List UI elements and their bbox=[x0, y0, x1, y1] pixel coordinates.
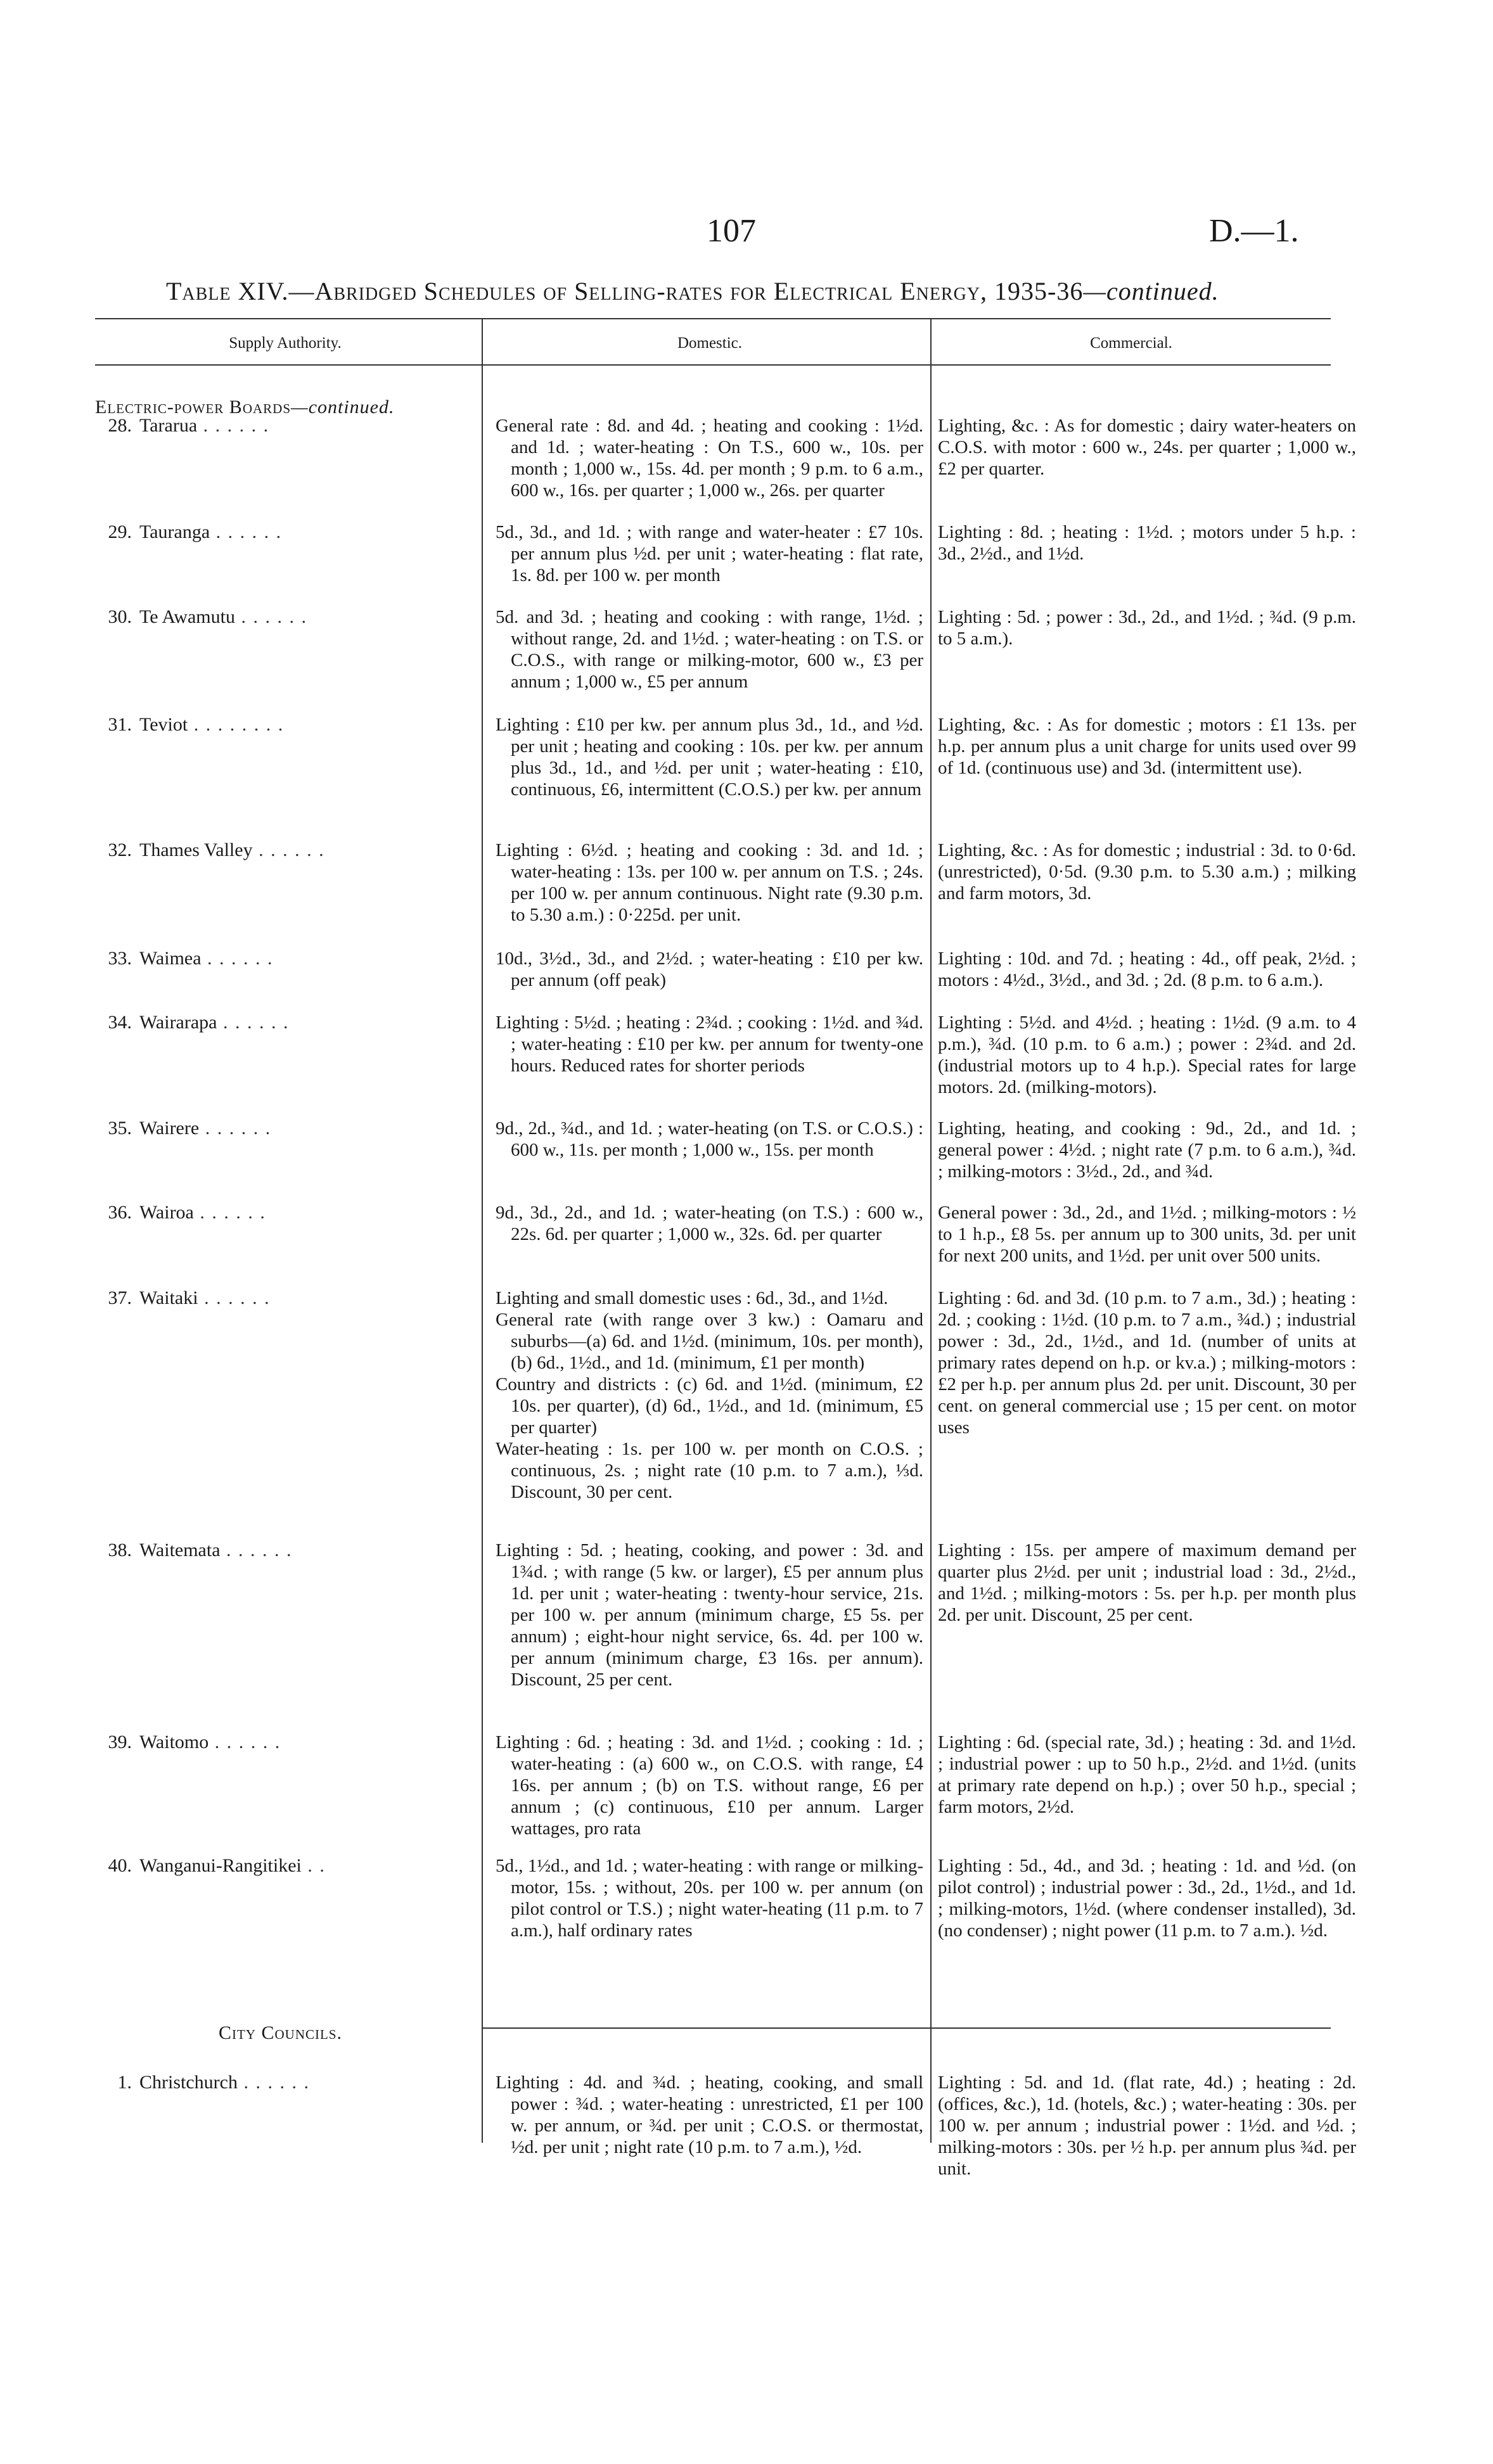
leader-dots: . . . . . . bbox=[237, 2072, 310, 2093]
domestic-rate-paragraph: Lighting : 5d. ; heating, cooking, and power : 3d. and 1¾d. ; with range (5 kw. or larger), £5 per annum plus 1d. per unit ; water-heating : twenty-hour service, 21s. per 100 w. per annum (minimum charge, £5 5s. per annum) ; eight-hour night service, 6s. 4d. per 100 w. per annum (minimum charge, £3 16s. per annum). Discount, 25 per cent. bbox=[496, 1540, 923, 1690]
row-number: 31. bbox=[108, 714, 132, 735]
page-number: 107 bbox=[707, 213, 756, 249]
domestic-rate-paragraph: 5d., 3d., and 1d. ; with range and water-heater : £7 10s. per annum plus ½d. per unit ; water-heating : flat rate, 1s. 8d. per 100 w. per month bbox=[496, 522, 923, 585]
domestic-rates bbox=[496, 2072, 923, 2158]
supply-authority bbox=[95, 839, 469, 861]
supply-authority bbox=[95, 521, 469, 543]
authority-name: Wairere bbox=[139, 1118, 200, 1139]
domestic-rate-paragraph: Lighting : 4d. and ¾d. ; heating, cooking, and small power : ¾d. ; water-heating : unrestricted, £1 per 100 w. per annum, or ¾d. per unit ; C.O.S. or thermostat, ½d. per unit ; night rate (10 p.m. to 7 a.m.), ½d. bbox=[496, 2072, 923, 2157]
document-code: D.—1. bbox=[1209, 213, 1299, 249]
authority-name: Thames Valley bbox=[139, 839, 253, 860]
row-number: 39. bbox=[108, 1732, 132, 1752]
row-number: 36. bbox=[108, 1202, 132, 1223]
domestic-rates bbox=[496, 1012, 923, 1076]
leader-dots: . . . . . . bbox=[217, 1012, 290, 1033]
domestic-rate-paragraph: Lighting : 5½d. ; heating : 2¾d. ; cooking : 1½d. and ¾d. ; water-heating : £10 per kw. per annum for twenty-one hours. Reduced rates for shorter periods bbox=[496, 1012, 923, 1076]
commercial-rates: Lighting : 6d. (special rate, 3d.) ; heating : 3d. and 1½d. ; industrial power : up to 50 h.p., 2½d. and 1½d. (units at primary rate depend on h.p.) ; over 50 h.p., special ; farm motors, 2½d. bbox=[938, 1732, 1356, 1817]
row-number: 32. bbox=[108, 839, 132, 860]
authority-name: Tauranga bbox=[139, 521, 210, 542]
domestic-rates bbox=[496, 1202, 923, 1245]
commercial-rates: Lighting : 8d. ; heating : 1½d. ; motors under 5 h.p. : 3d., 2½d., and 1½d. bbox=[938, 522, 1356, 564]
domestic-rate-paragraph: Water-heating : 1s. per 100 w. per month on C.O.S. ; continuous, 2s. ; night rate (10 p.m. to 7 a.m.), ⅓d. Discount, 30 per cent. bbox=[496, 1439, 923, 1502]
commercial-rates: Lighting : 5d. ; power : 3d., 2d., and 1½d. ; ¾d. (9 p.m. to 5 a.m.). bbox=[938, 607, 1356, 649]
header-bottom-rule bbox=[95, 364, 1331, 366]
supply-authority bbox=[95, 1202, 469, 1223]
domestic-rates bbox=[496, 839, 923, 926]
leader-dots: . . . . . . bbox=[220, 1540, 293, 1561]
domestic-rate-paragraph: 10d., 3½d., 3d., and 2½d. ; water-heating : £10 per kw. per annum (off peak) bbox=[496, 948, 923, 990]
domestic-rates bbox=[496, 606, 923, 693]
row-number: 28. bbox=[108, 415, 132, 436]
supply-authority bbox=[95, 1855, 469, 1877]
domestic-rate-paragraph: 9d., 3d., 2d., and 1d. ; water-heating (on T.S.) : 600 w., 22s. 6d. per quarter ; 1,000 w., 32s. 6d. per quarter bbox=[496, 1203, 923, 1244]
supply-authority bbox=[95, 606, 469, 628]
row-number: 30. bbox=[108, 606, 132, 627]
group-heading-city-councils: City Councils. bbox=[219, 2022, 343, 2043]
commercial-rates: Lighting : 6d. and 3d. (10 p.m. to 7 a.m., 3d.) ; heating : 2d. ; cooking : 1½d. (10 p.m. to 7 a.m., ¾d.) ; industrial power : 3d., 2d., 1½d., and 1d. (number of units at primary rates depend on h.p. or kv.a.) ; milking-motors : £2 per h.p. per annum plus 2d. per unit. Discount, 30 per cent. on general commercial use ; 15 per cent. on motor uses bbox=[938, 1288, 1356, 1438]
domestic-rates bbox=[496, 521, 923, 586]
row-number: 37. bbox=[108, 1287, 132, 1308]
authority-name: Tararua bbox=[139, 415, 198, 436]
domestic-rate-paragraph: 5d. and 3d. ; heating and cooking : with range, 1½d. ; without range, 2d. and 1½d. ; water-heating : on T.S. or C.O.S., with range or milking-motor, 600 w., £3 per annum ; 1,000 w., £5 per annum bbox=[496, 607, 923, 692]
column-header-domestic: Domestic. bbox=[677, 335, 743, 352]
leader-dots: . . . . . . bbox=[210, 521, 283, 542]
authority-name: Te Awamutu bbox=[139, 606, 235, 627]
group-heading-power-boards-label: Electric-power Boards bbox=[95, 397, 292, 418]
authority-name: Waitaki bbox=[139, 1287, 198, 1308]
commercial-rates: Lighting : 5d. and 1d. (flat rate, 4d.) ; heating : 2d. (offices, &c.), 1d. (hotels, &c.) ; water-heating : 30s. per 100 w. per annum ; industrial power : 1½d. and ½d. ; milking-motors : 30s. per ½ h.p. per annum plus ¾d. per unit. bbox=[938, 2072, 1356, 2179]
commercial-rates: Lighting, &c. : As for domestic ; industrial : 3d. to 0·6d. (unrestricted), 0·5d. (9.30 p.m. to 5.30 a.m.) ; milking and farm motors, 3d. bbox=[938, 840, 1356, 903]
commercial-rates: Lighting, &c. : As for domestic ; dairy water-heaters on C.O.S. with motor : 600 w., 24s. per quarter ; 1,000 w., £2 per quarter. bbox=[938, 416, 1356, 479]
table-title bbox=[166, 276, 1345, 306]
row-number: 38. bbox=[108, 1540, 132, 1561]
supply-authority bbox=[95, 714, 469, 736]
domestic-rate-paragraph: Country and districts : (c) 6d. and 1½d. (minimum, £2 10s. per quarter), (d) 6d., 1½d., and 1d. (minimum, £5 per quarter) bbox=[496, 1374, 923, 1438]
supply-authority bbox=[95, 948, 469, 969]
authority-name: Teviot bbox=[139, 714, 188, 735]
authority-name: Waimea bbox=[139, 948, 202, 969]
domestic-rates bbox=[496, 1540, 923, 1690]
commercial-rates: Lighting : 15s. per ampere of maximum demand per quarter plus 2½d. per unit ; industrial load : 3d., 2½d., and 1½d. ; milking-motors : 5s. per h.p. per month plus 2d. per unit. Discount, 25 per cent. bbox=[938, 1540, 1356, 1625]
header-top-rule bbox=[95, 318, 1331, 319]
domestic-rate-paragraph: 9d., 2d., ¾d., and 1d. ; water-heating (on T.S. or C.O.S.) : 600 w., 11s. per month ; 1,000 w., 15s. per month bbox=[496, 1118, 923, 1160]
row-number: 35. bbox=[108, 1118, 132, 1139]
leader-dots: . . . . . . bbox=[234, 606, 307, 627]
table-title-continued: —continued. bbox=[1083, 277, 1219, 305]
commercial-rates: Lighting, heating, and cooking : 9d., 2d., and 1d. ; general power : 4½d. ; night rate (7 p.m. to 6 a.m.), ¾d. ; milking-motors : 3½d., 2d., and ¾d. bbox=[938, 1118, 1356, 1182]
domestic-rate-paragraph: General rate : 8d. and 4d. ; heating and cooking : 1½d. and 1d. ; water-heating : On T.S., 600 w., 10s. per month ; 1,000 w., 15s. 4d. per month ; 9 p.m. to 6 a.m., 600 w., 16s. per quarter ; 1,000 w., 26s. per quarter bbox=[496, 416, 923, 501]
leader-dots: . . . . . . bbox=[252, 839, 325, 860]
leader-dots: . . . . . . bbox=[201, 948, 274, 969]
leader-dots: . . . . . . bbox=[199, 1118, 272, 1139]
domestic-rates bbox=[496, 1287, 923, 1503]
row-number: 40. bbox=[108, 1855, 132, 1876]
table-title-main: Table XIV.—Abridged Schedules of Selling-rates for Electrical Energy, 1935-36 bbox=[166, 277, 1084, 305]
supply-authority bbox=[95, 1540, 469, 1561]
section-rule bbox=[483, 2027, 1331, 2029]
domestic-rate-paragraph: 5d., 1½d., and 1d. ; water-heating : with range or milking-motor, 15s. ; without, 20s. per 100 w. per annum (on pilot control or T.S.) ; night water-heating (11 p.m. to 7 a.m.), half ordinary rates bbox=[496, 1856, 923, 1941]
leader-dots: . . . . . . bbox=[208, 1732, 281, 1752]
domestic-rate-paragraph: Lighting : £10 per kw. per annum plus 3d., 1d., and ½d. per unit ; heating and cooking : 10s. per kw. per annum plus 3d., 1d., and ½d. per unit ; water-heating : £10, continuous, £6, intermittent (C.O.S.) per kw. per annum bbox=[496, 715, 923, 800]
row-number: 33. bbox=[108, 948, 132, 969]
leader-dots: . . . . . . bbox=[198, 1287, 271, 1308]
commercial-rates: Lighting, &c. : As for domestic ; motors : £1 13s. per h.p. per annum plus a unit charge for units used over 99 of 1d. (continuous use) and 3d. (intermittent use). bbox=[938, 715, 1356, 778]
leader-dots: . . . . . . bbox=[193, 1202, 266, 1223]
column-header-commercial: Commercial. bbox=[1090, 335, 1172, 352]
authority-name: Wairoa bbox=[139, 1202, 194, 1223]
supply-authority bbox=[95, 1287, 469, 1309]
commercial-rates: General power : 3d., 2d., and 1½d. ; milking-motors : ½ to 1 h.p., £8 5s. per annum up to 300 units, 3d. per unit for next 200 units, and 1½d. per unit over 500 units. bbox=[938, 1203, 1356, 1266]
leader-dots: . . bbox=[301, 1855, 326, 1876]
domestic-rate-paragraph: Lighting : 6d. ; heating : 3d. and 1½d. ; cooking : 1d. ; water-heating : (a) 600 w., on C.O.S. with range, £4 16s. per annum ; (b) on T.S. without range, £6 per annum ; (c) continuous, £10 per annum. Larger wattages, pro rata bbox=[496, 1732, 923, 1839]
domestic-rates bbox=[496, 714, 923, 800]
domestic-rate-paragraph: General rate (with range over 3 kw.) : Oamaru and suburbs—(a) 6d. and 1½d. (minimum, 10s. per month), (b) 6d., 1½d., and 1d. (minimum, £1 per month) bbox=[496, 1310, 923, 1373]
supply-authority bbox=[95, 2072, 469, 2093]
commercial-rates: Lighting : 5½d. and 4½d. ; heating : 1½d. (9 a.m. to 4 p.m.), ¾d. (10 p.m. to 6 a.m.) ; power : 2¾d. and 2d. (industrial motors up to 4 h.p.). Special rates for large motors. 2d. (milking-motors). bbox=[938, 1012, 1356, 1097]
domestic-rate-paragraph: Lighting and small domestic uses : 6d., 3d., and 1½d. bbox=[496, 1288, 888, 1308]
commercial-rates: Lighting : 5d., 4d., and 3d. ; heating : 1d. and ½d. (on pilot control) ; industrial power : 3d., 2d., 1½d., and 1d. ; milking-motors, 1½d. (where condenser installed), 3d. (no condenser) ; night power (11 p.m. to 7 a.m.). ½d. bbox=[938, 1856, 1356, 1941]
domestic-rates bbox=[496, 415, 923, 501]
domestic-rate-paragraph: Lighting : 6½d. ; heating and cooking : 3d. and 1d. ; water-heating : 13s. per 100 w. per annum on T.S. ; 24s. per 100 w. per annum continuous. Night rate (9.30 p.m. to 5.30 a.m.) : 0·225d. per unit. bbox=[496, 840, 923, 925]
authority-name: Christchurch bbox=[139, 2072, 238, 2093]
group-heading-power-boards-continued: —continued. bbox=[291, 397, 395, 418]
supply-authority bbox=[95, 1732, 469, 1753]
row-number: 29. bbox=[108, 521, 132, 542]
domestic-rates bbox=[496, 1732, 923, 1839]
leader-dots: . . . . . . . . bbox=[188, 714, 285, 735]
authority-name: Wanganui-Rangitikei bbox=[139, 1855, 302, 1876]
column-divider-right bbox=[930, 318, 932, 2143]
authority-name: Wairarapa bbox=[139, 1012, 217, 1033]
supply-authority bbox=[95, 1118, 469, 1139]
domestic-rates bbox=[496, 1855, 923, 1941]
row-number: 1. bbox=[117, 2072, 132, 2093]
column-header-authority: Supply Authority. bbox=[229, 335, 342, 352]
supply-authority bbox=[95, 415, 469, 437]
supply-authority bbox=[95, 1012, 469, 1033]
commercial-rates: Lighting : 10d. and 7d. ; heating : 4d., off peak, 2½d. ; motors : 4½d., 3½d., and 3d. ; 2d. (8 p.m. to 6 a.m.). bbox=[938, 948, 1356, 990]
column-divider-left bbox=[482, 318, 483, 2143]
row-number: 34. bbox=[108, 1012, 132, 1033]
authority-name: Waitemata bbox=[139, 1540, 221, 1561]
domestic-rates bbox=[496, 1118, 923, 1161]
leader-dots: . . . . . . bbox=[197, 415, 270, 436]
domestic-rates bbox=[496, 948, 923, 991]
authority-name: Waitomo bbox=[139, 1732, 209, 1752]
